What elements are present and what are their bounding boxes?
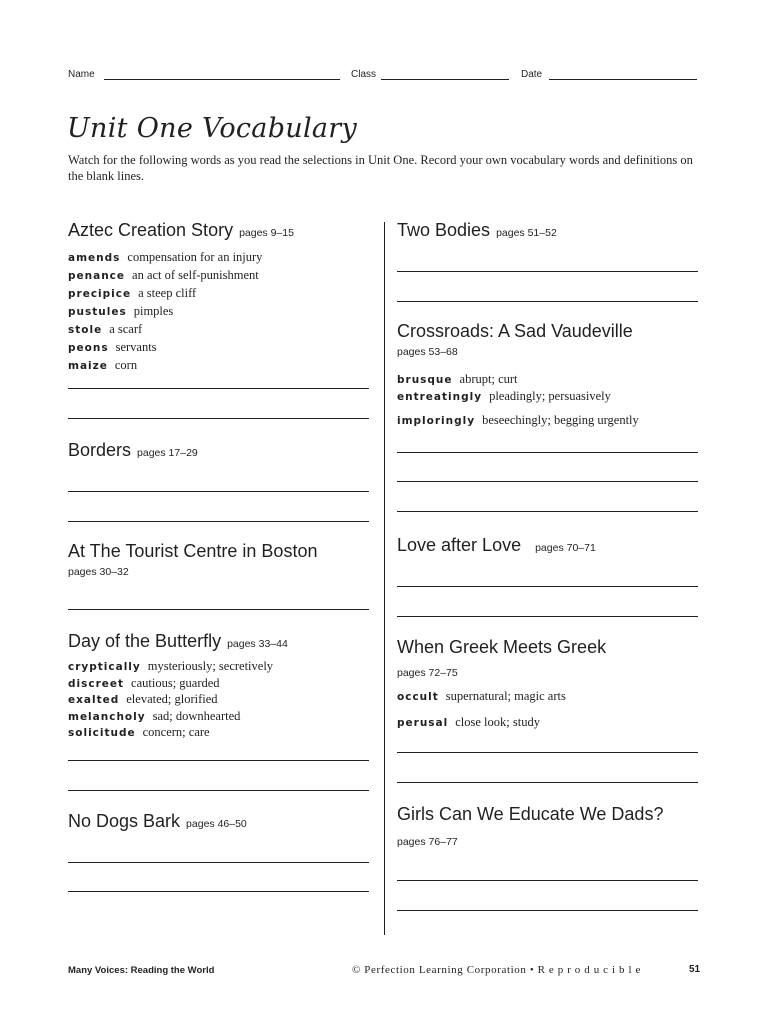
writing-line[interactable] — [68, 790, 369, 791]
vocab-entry — [68, 357, 262, 375]
vocab-word: occult — [397, 691, 439, 703]
vocab-word: imploringly — [397, 415, 476, 427]
section-title-crossroads: Crossroads: A Sad Vaudeville — [397, 321, 633, 341]
section-pages: pages 72–75 — [397, 667, 458, 679]
vocab-entry — [397, 388, 611, 405]
writing-line[interactable] — [397, 752, 698, 753]
section-pages: pages 30–32 — [68, 566, 129, 578]
vocab-list-crossroads-2 — [397, 412, 639, 429]
vocab-definition: a steep cliff — [138, 286, 197, 300]
vocab-word: pustules — [68, 306, 127, 318]
vocab-definition: corn — [114, 358, 138, 372]
writing-line[interactable] — [397, 782, 698, 783]
name-label: Name — [68, 69, 95, 80]
writing-line[interactable] — [68, 491, 369, 492]
writing-line[interactable] — [68, 891, 369, 892]
section-title-text: Borders — [68, 440, 132, 460]
vocab-entry — [397, 688, 566, 706]
footer-copyright: © Perfection Learning Corporation • R e p r o d u c i b l e — [352, 964, 641, 976]
section-title-girls: Girls Can We Educate We Dads? — [397, 804, 664, 824]
writing-line[interactable] — [397, 880, 698, 881]
vocab-word: penance — [68, 270, 126, 282]
section-pages: pages 9–15 — [239, 227, 294, 239]
section-pages: pages 51–52 — [496, 227, 557, 239]
section-title-aztec — [68, 220, 294, 241]
section-title-text: No Dogs Bark — [68, 811, 181, 831]
section-title-text: Love after Love — [397, 535, 522, 555]
vocab-entry — [68, 709, 273, 726]
vocab-entry — [397, 371, 611, 388]
section-pages: pages 17–29 — [137, 447, 198, 459]
section-title-bodies — [397, 220, 557, 241]
class-field[interactable] — [381, 79, 509, 80]
vocab-definition: beseechingly; begging urgently — [482, 413, 639, 427]
section-title-text: Two Bodies — [397, 220, 491, 240]
section-pages: pages 53–68 — [397, 346, 458, 358]
vocab-word: discreet — [68, 677, 125, 690]
section-title-tourist: At The Tourist Centre in Boston — [68, 541, 318, 561]
vocab-entry — [68, 267, 262, 285]
footer-book-title: Many Voices: Reading the World — [68, 965, 215, 976]
name-field[interactable] — [104, 79, 340, 80]
vocab-list-butterfly — [68, 659, 273, 742]
vocab-word: solicitude — [68, 727, 136, 739]
date-label: Date — [521, 69, 543, 80]
vocab-word: perusal — [397, 717, 449, 729]
vocab-entry — [68, 676, 273, 693]
writing-line[interactable] — [68, 388, 369, 389]
writing-line[interactable] — [397, 616, 698, 617]
vocab-word: exalted — [68, 694, 120, 706]
writing-line[interactable] — [397, 586, 698, 587]
vocab-definition: pimples — [133, 304, 174, 318]
writing-line[interactable] — [68, 760, 369, 761]
section-pages: pages 33–44 — [227, 638, 288, 650]
vocab-definition: sad; downhearted — [152, 708, 241, 723]
vocab-entry — [68, 725, 273, 742]
date-field[interactable] — [549, 79, 697, 80]
writing-line[interactable] — [68, 418, 369, 419]
vocab-word: amends — [68, 252, 121, 264]
vocab-word: melancholy — [68, 710, 146, 723]
writing-line[interactable] — [68, 521, 369, 522]
vocab-list-aztec — [68, 249, 262, 375]
vocab-definition: abrupt; curt — [459, 372, 518, 386]
section-title-borders — [68, 440, 198, 461]
vocab-word: entreatingly — [397, 391, 483, 403]
writing-line[interactable] — [397, 301, 698, 302]
class-label: Class — [351, 69, 377, 80]
vocab-entry — [68, 285, 262, 303]
section-pages: pages 76–77 — [397, 836, 458, 848]
writing-line[interactable] — [397, 481, 698, 482]
section-title-butterfly — [68, 631, 288, 652]
section-pages: pages 46–50 — [186, 818, 247, 830]
vocab-list-greek — [397, 688, 566, 706]
section-title-text: Day of the Butterfly — [68, 631, 222, 651]
writing-line[interactable] — [68, 609, 369, 610]
vocab-list-crossroads — [397, 371, 611, 405]
vocab-word: maize — [68, 360, 108, 372]
writing-line[interactable] — [397, 271, 698, 272]
vocab-definition: cautious; guarded — [131, 675, 220, 690]
vocab-definition: compensation for an injury — [127, 250, 263, 264]
vocab-definition: pleadingly; persuasively — [489, 389, 611, 403]
writing-line[interactable] — [397, 511, 698, 512]
vocab-word: cryptically — [68, 661, 141, 673]
vocab-entry — [68, 321, 262, 339]
vocab-list-greek-2 — [397, 714, 540, 732]
vocab-word: stole — [68, 324, 103, 336]
vocab-entry — [68, 692, 273, 709]
vocab-definition: servants — [115, 340, 157, 354]
vocab-definition: close look; study — [455, 715, 540, 729]
page-title: Unit One Vocabulary — [67, 113, 358, 144]
vocab-word: brusque — [397, 374, 453, 386]
vocab-definition: a scarf — [109, 322, 143, 336]
section-title-text: Aztec Creation Story — [68, 220, 234, 240]
writing-line[interactable] — [68, 862, 369, 863]
section-title-love — [397, 535, 596, 556]
vocab-entry — [68, 339, 262, 357]
vocab-entry — [68, 249, 262, 267]
section-pages: pages 70–71 — [535, 542, 596, 554]
writing-line[interactable] — [397, 452, 698, 453]
vocab-definition: elevated; glorified — [126, 692, 218, 706]
vocab-definition: supernatural; magic arts — [445, 689, 566, 703]
section-title-greek: When Greek Meets Greek — [397, 637, 607, 657]
page-number: 51 — [689, 964, 701, 975]
vocab-entry — [397, 714, 540, 732]
section-title-dogs — [68, 811, 247, 832]
vocab-definition: an act of self-punishment — [132, 268, 259, 282]
vocab-entry — [68, 659, 273, 676]
vocab-word: peons — [68, 342, 109, 354]
vocab-entry — [68, 303, 262, 321]
vocab-definition: mysteriously; secretively — [147, 659, 274, 673]
vocab-word: precipice — [68, 288, 132, 300]
vocab-entry — [397, 412, 639, 429]
writing-line[interactable] — [397, 910, 698, 911]
vocab-definition: concern; care — [142, 725, 210, 739]
column-divider — [384, 222, 385, 935]
intro-text: Watch for the following words as you read the selections in Unit One. Record your own vocabulary words and definitions on the blank lines. — [68, 153, 693, 183]
